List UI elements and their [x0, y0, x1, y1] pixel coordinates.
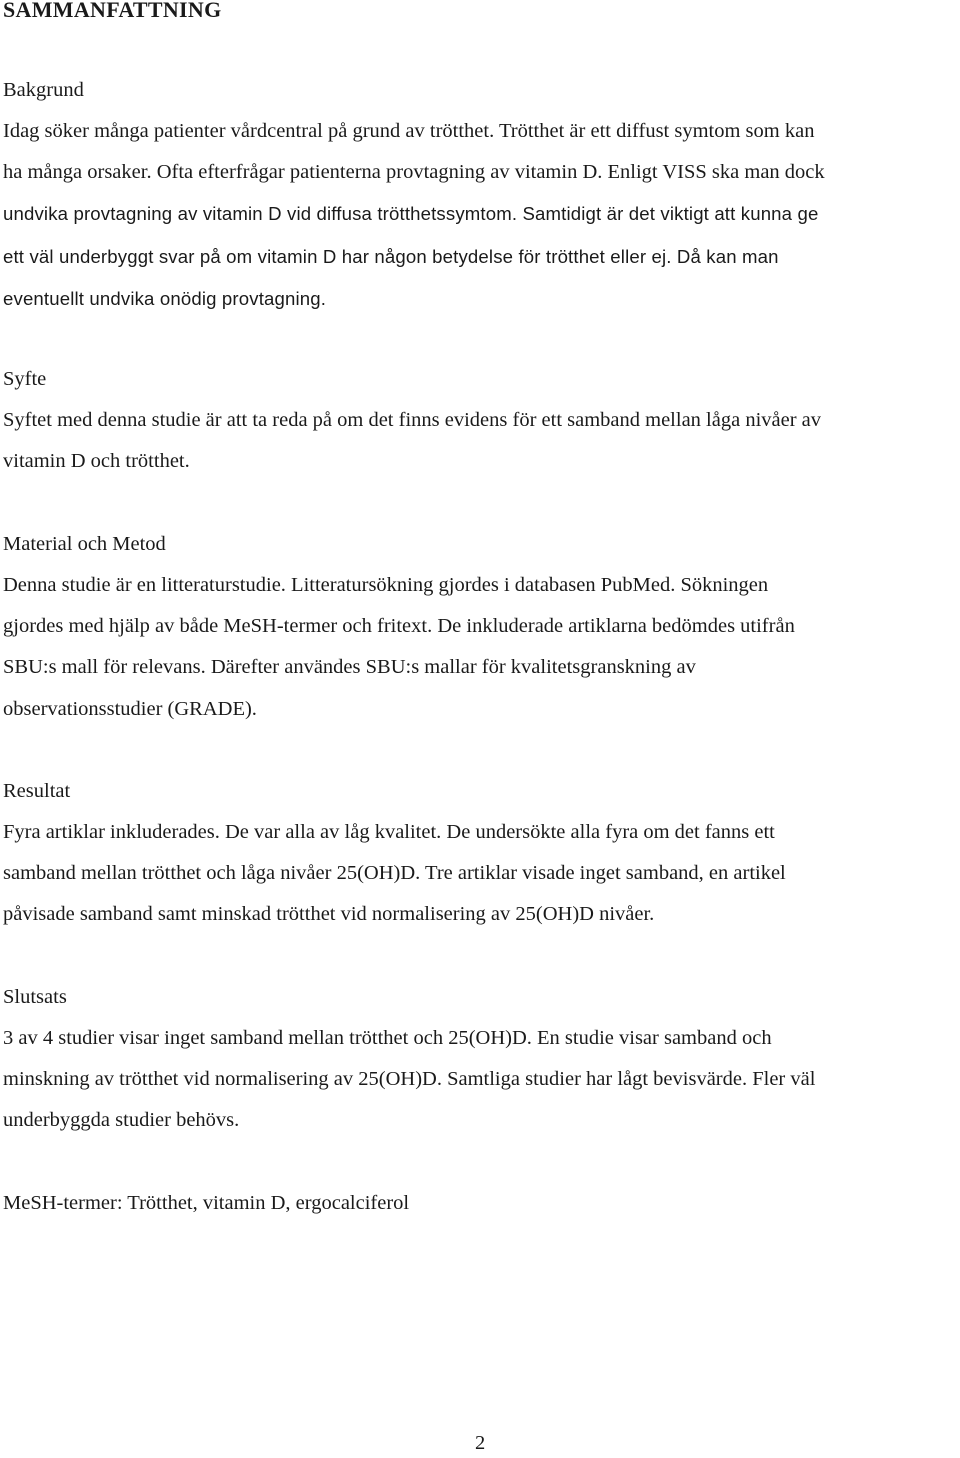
text-span: observationsstudier (GRADE).: [3, 697, 257, 720]
text-line: [3, 894, 953, 935]
text-line: [3, 236, 953, 278]
section-heading-bakgrund: Bakgrund: [3, 79, 84, 101]
section-heading-slutsats: Slutsats: [3, 986, 67, 1008]
text-line: [3, 152, 953, 193]
section-body-bakgrund: [3, 111, 953, 320]
text-line: [3, 812, 953, 853]
text-span: samband mellan trötthet och låga nivåer 25(OH)D. Tre artiklar visade inget samband, en artikel: [3, 862, 786, 885]
section-heading-material-och-metod: Material och Metod: [3, 533, 166, 555]
section-body-material-och-metod: [3, 565, 953, 730]
text-line: [3, 606, 953, 647]
text-span: 3 av 4 studier visar inget samband mellan trötthet och 25(OH)D. En studie visar samband och: [3, 1027, 772, 1049]
text-span: vitamin D och trötthet.: [3, 450, 190, 473]
section-heading-resultat: Resultat: [3, 780, 71, 802]
text-span: minskning av trötthet vid normalisering av 25(OH)D. Samtliga studier har lågt bevisvärde. Fler väl: [3, 1068, 816, 1091]
text-line: [3, 1059, 953, 1100]
text-span: ha många orsaker. Ofta efterfrågar patienterna provtagning av vitamin D. Enligt VISS ska man dock: [3, 161, 825, 184]
text-span: Denna studie är en litteraturstudie. Litteratursökning gjordes i databasen PubMed. Sökningen: [3, 574, 769, 596]
text-line: [3, 1100, 953, 1141]
section-heading-syfte: Syfte: [3, 368, 47, 390]
mesh-terms: [3, 1183, 953, 1224]
page-title: SAMMANFATTNING: [3, 0, 222, 22]
text-span: underbyggda studier behövs.: [3, 1109, 240, 1132]
text-line: [3, 565, 953, 606]
mesh-terms-text: MeSH-termer: Trötthet, vitamin D, ergocalciferol: [3, 1192, 410, 1214]
text-span: påvisade samband samt minskad trötthet vid normalisering av 25(OH)D nivåer.: [3, 903, 655, 926]
text-line: [3, 1018, 953, 1059]
text-line: [3, 278, 953, 320]
text-line: [3, 441, 953, 482]
text-span: undvika provtagning av vitamin D vid diffusa trötthetssymtom.: [3, 203, 518, 225]
text-span: SBU:s mall för relevans. Därefter användes SBU:s mallar för kvalitetsgranskning av: [3, 656, 696, 679]
text-span: Idag söker många patienter vårdcentral på grund av trötthet. Trötthet är ett diffust symtom som kan: [3, 120, 815, 142]
section-body-slutsats: [3, 1018, 953, 1142]
page-number: 2: [475, 1432, 486, 1454]
text-line: [3, 400, 953, 441]
text-line: [3, 193, 953, 235]
section-body-resultat: [3, 812, 953, 936]
text-span: Syftet med denna studie är att ta reda på om det finns evidens för ett samband mellan låga nivåer av: [3, 409, 822, 431]
text-line: [3, 853, 953, 894]
text-span: ett väl underbyggt svar på om vitamin D har någon betydelse för trötthet eller ej. Då kan man: [3, 245, 779, 267]
text-span: eventuellt undvika onödig provtagning.: [3, 287, 327, 309]
text-line: [3, 111, 953, 152]
section-body-syfte: [3, 400, 953, 482]
text-line: [3, 647, 953, 688]
text-line: [3, 689, 953, 730]
text-span: gjordes med hjälp av både MeSH-termer och fritext. De inkluderade artiklarna bedömdes utifrån: [3, 615, 795, 638]
text-span: Samtidigt är det viktigt att kunna ge: [517, 203, 819, 225]
text-span: Fyra artiklar inkluderades. De var alla av låg kvalitet. De undersökte alla fyra om det fanns ett: [3, 821, 775, 843]
